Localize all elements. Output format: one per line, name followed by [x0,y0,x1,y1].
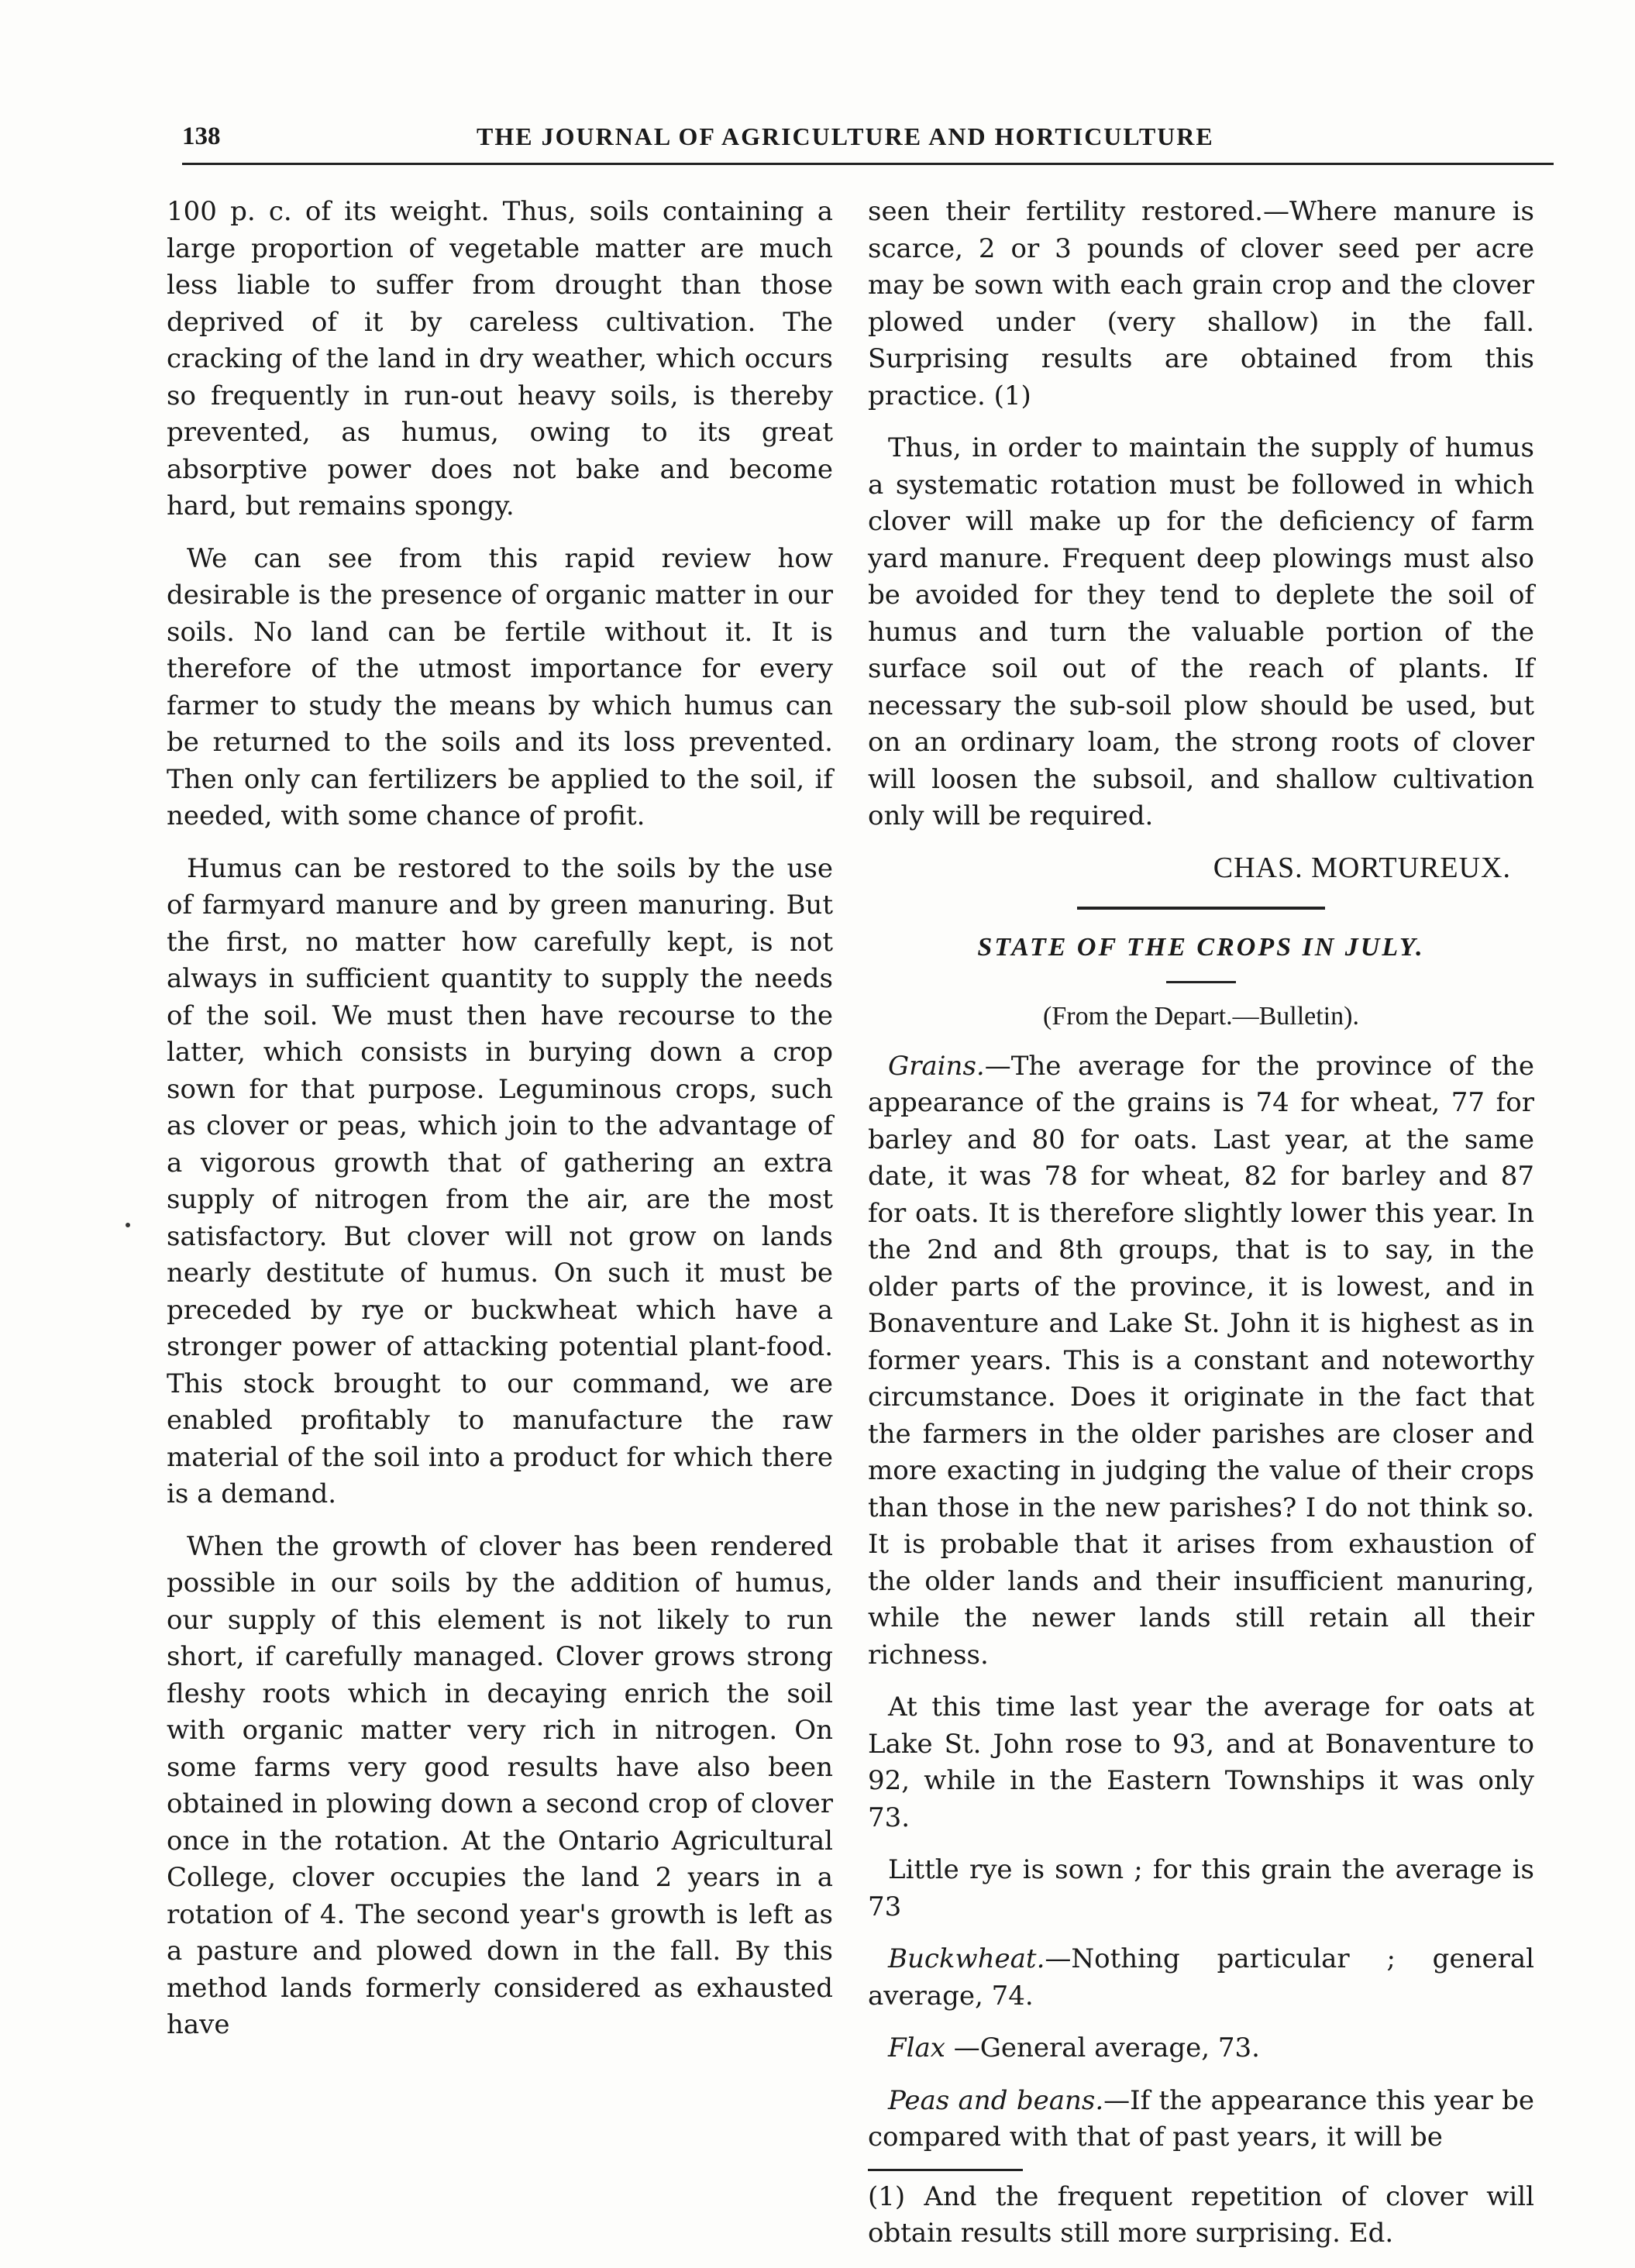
paragraph: Thus, in order to maintain the supply of humus a systematic rotation must be followed in which clover will make up for the deficiency of farm yard manure. Frequent deep plowings must also be avoided for they tend to deplete the soil of humus and turn the valuable portion of the surface soil out of the reach of plants. If necessary the sub-soil plow should be used, but on an ordinary loam, the strong roots of clover will loosen the subsoil, and shallow cultivation only will be required. [868,432,1534,831]
left-column [167,194,833,2060]
page-header [182,116,1554,165]
page-number: 138 [182,122,221,150]
flax-label: Flax [888,2032,945,2063]
peas-text: —If the appearance this year be compared with that of past years, it will be [868,2084,1534,2153]
running-head: THE JOURNAL OF AGRICULTURE AND HORTICULTURE [477,122,1214,150]
flax-text: —General average, 73. [945,2032,1260,2063]
paragraph: At this time last year the average for oats at Lake St. John rose to 93, and at Bonaventure to 92, while in the Eastern Townships it was only 73. [868,1692,1534,1833]
heading-rule [1166,981,1236,983]
source-note: (From the Depart.—Bulletin). [1043,1001,1359,1031]
author-signature: CHAS. MORTUREUX. [1213,851,1511,884]
section-heading: STATE OF THE CROPS IN JULY. [977,932,1425,962]
buckwheat-text: —Nothing particular ; general average, 74. [868,1943,1534,2012]
paragraph: When the growth of clover has been rendered possible in our soils by the addition of humus, our supply of this element is not likely to run short, if carefully managed. Clover grows strong fleshy roots which in decaying enrich the soil with organic matter very rich in nitrogen. On some farms very good results have also been obtained in plowing down a second crop of clover once in the rotation. At the Ontario Agricultural College, clover occupies the land 2 years in a rotation of 4. The second year's growth is left as a pasture and plowed down in the fall. By this method lands formerly considered as exhausted have [167,1530,833,2040]
paragraph: seen their fertility restored.—Where manure is scarce, 2 or 3 pounds of clover seed per acre may be sown with each grain crop and the clover plowed under (very shallow) in the fall. Surprising results are obtained from this practice. (1) [868,196,1534,411]
paragraph-buckwheat [868,1941,1534,2015]
paragraph-grains [868,1048,1534,1674]
paragraph: Humus can be restored to the soils by the use of farmyard manure and by green manuring. But the first, no matter how carefully kept, is not always in sufficient quantity to supply the needs of the soil. We must then have recourse to the latter, which consists in burying down a crop sown for that purpose. Leguminous crops, such as clover or peas, which join to the advantage of a vigorous growth that of gathering an extra supply of nitrogen from the air, are the most satisfactory. But clover will not grow on lands nearly destitute of humus. On such it must be preceded by rye or buckwheat which have a stronger power of attacking potential plant-food. This stock brought to our command, we are enabled profitably to manufacture the raw material of the soil into a product for which there is a demand. [167,852,833,1509]
section-divider [1077,907,1325,910]
paragraph-peas [868,2083,1534,2156]
paragraph-flax [868,2030,1534,2067]
footnote-rule [868,2169,1023,2171]
paragraph: Little rye is sown ; for this grain the average is 73 [868,1854,1534,1922]
peas-label: Peas and beans. [888,2084,1104,2116]
footnote: (1) And the frequent repetition of clover will obtain results still more surprising. Ed. [868,2180,1534,2249]
paragraph: 100 p. c. of its weight. Thus, soils containing a large proportion of vegetable matter are much less liable to suffer from drought than those deprived of it by careless cultivation. The cracking of the land in dry weather, which occurs so frequently in run-out heavy soils, is thereby prevented, as humus, owing to its great absorptive power does not bake and become hard, but remains spongy. [167,196,833,521]
grains-text: —The average for the province of the appearance of the grains is 74 for wheat, 77 for barley and 80 for oats. Last year, at the same date, it was 78 for wheat, 82 for barley and 87 for oats. It is therefore slightly lower this year. In the 2nd and 8th groups, that is to say, in the older parts of the province, it is lowest, and in Bonaventure and Lake St. John it is highest as in former years. This is a constant and noteworthy circumstance. Does it originate in the fact that the farmers in the older parishes are closer and more exacting in judging the value of their crops than those in the new parishes? I do not think so. It is probable that it arises from exhaustion of the older lands and their insufficient manuring, while the newer lands still retain all their richness. [868,1050,1534,1671]
grains-label: Grains. [888,1050,985,1082]
margin-mark [126,1223,130,1227]
buckwheat-label: Buckwheat. [888,1943,1045,1974]
paragraph: We can see from this rapid review how desirable is the presence of organic matter in our soils. No land can be fertile without it. It is therefore of the utmost importance for every farmer to study the means by which humus can be returned to the soils and its loss prevented. Then only can fertilizers be applied to the soil, if needed, with some chance of profit. [167,542,833,831]
right-column [868,194,1534,2268]
